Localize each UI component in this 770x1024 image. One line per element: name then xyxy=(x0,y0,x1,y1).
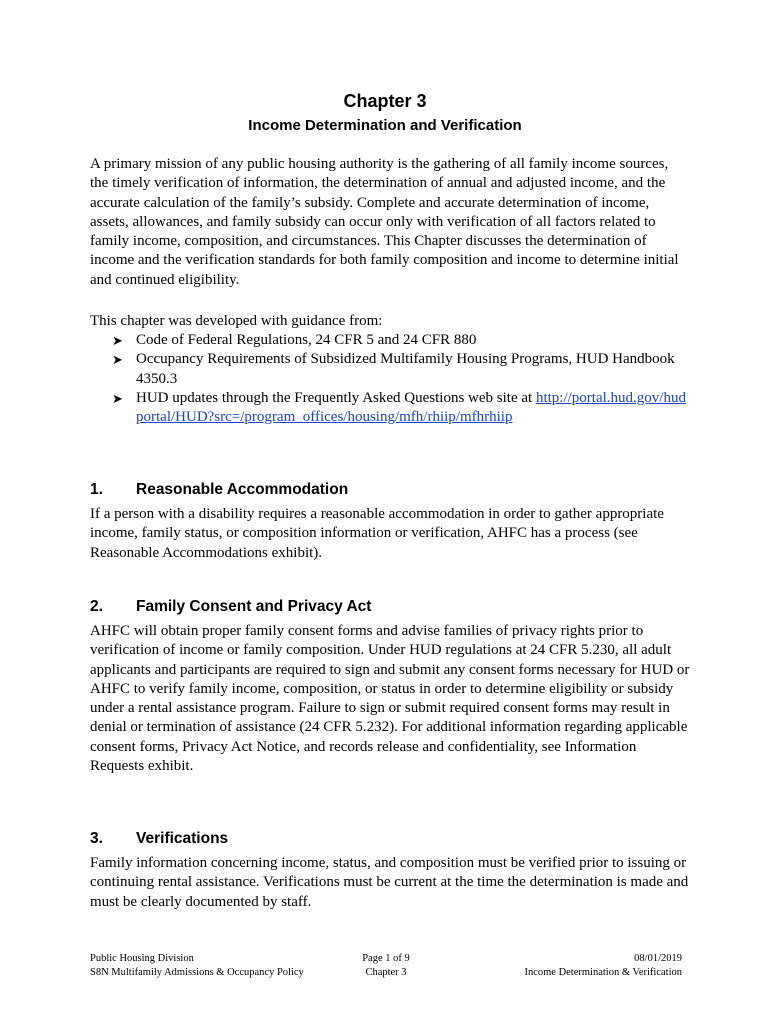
footer-chapter-title: Income Determination & Verification xyxy=(524,967,682,978)
footer-page-number: Page 1 of 9 xyxy=(362,953,410,964)
chapter-subtitle: Income Determination and Verification xyxy=(248,117,522,134)
section-number: 1. xyxy=(90,481,103,498)
intro-paragraph: A primary mission of any public housing authority is the gathering of all family income sources, the timely verification of information, the determination of annual and adjusted income, and the accurate calculation of the family’s subsidy. Complete and accurate determination of income, assets, allowances, and family subsidy can occur only with verification of all factors related to family income, composition, and circumstances. This Chapter discusses the determination of income and the verification standards for both family composition and income to determine initial and continued eligibility. xyxy=(90,156,679,288)
section-title: Reasonable Accommodation xyxy=(136,481,349,498)
section-body-reasonable-accommodation: If a person with a disability requires a reasonable accommodation in order to gather appropriate income, family status, or composition information or verification, AHFC has a process (see Reasonable Accommodations exhibit). xyxy=(90,506,664,561)
list-item-text: HUD updates through the Frequently Asked Questions web site at xyxy=(136,389,533,406)
footer-center xyxy=(316,952,456,980)
guidance-list xyxy=(112,331,687,427)
arrowhead-bullet-icon: ➤ xyxy=(112,333,123,348)
footer-chapter: Chapter 3 xyxy=(365,967,407,978)
section-heading-verifications xyxy=(90,828,690,850)
section-body-family-consent: AHFC will obtain proper family consent forms and advise families of privacy rights prior to verification of income or family composition. Under HUD regulations at 24 CFR 5.230, all adult applicants and participants are required to sign and submit any consent forms necessary for HUD or AHFC to verify family income, composition, or status in order to determine eligibility or subsidy under a rental assistance program. Failure to sign or submit required consent forms may result in denial or termination of assistance (24 CFR 5.232). For additional information regarding applicable consent forms, Privacy Act Notice, and records release and confidentiality, see Information Requests exhibit. xyxy=(90,623,690,775)
section-title: Verifications xyxy=(136,830,229,847)
arrowhead-bullet-icon: ➤ xyxy=(112,390,123,406)
list-item-text: Code of Federal Regulations, 24 CFR 5 and 24 CFR 880 xyxy=(136,332,477,348)
footer-right xyxy=(524,952,682,980)
section-number: 3. xyxy=(90,830,103,847)
footer-division: Public Housing Division xyxy=(90,953,194,964)
section-number: 2. xyxy=(90,598,103,615)
list-item xyxy=(112,350,687,389)
section-heading-family-consent xyxy=(90,596,690,618)
footer-date: 08/01/2019 xyxy=(634,953,682,964)
list-item xyxy=(112,331,687,350)
guidance-lead: This chapter was developed with guidance from: xyxy=(90,313,383,329)
footer-left xyxy=(90,952,304,980)
section-heading-reasonable-accommodation xyxy=(90,479,690,501)
footer-policy: S8N Multifamily Admissions & Occupancy Policy xyxy=(90,967,304,978)
chapter-title: Chapter 3 xyxy=(343,91,427,111)
section-body-verifications: Family information concerning income, status, and composition must be verified prior to issuing or continuing rental assistance. Verifications must be current at the time the determination is made and must be clearly documented by staff. xyxy=(90,855,689,910)
section-title: Family Consent and Privacy Act xyxy=(136,598,372,615)
hud-faq-link[interactable]: http://portal.hud.gov/hudportal/HUD?src=/program_offices/housing/mfh/rhiip/mfhrhiip xyxy=(136,389,686,426)
list-item xyxy=(112,389,687,428)
page-footer xyxy=(90,952,682,988)
list-item-text: Occupancy Requirements of Subsidized Multifamily Housing Programs, HUD Handbook 4350.3 xyxy=(136,351,675,387)
arrowhead-bullet-icon: ➤ xyxy=(112,352,123,368)
